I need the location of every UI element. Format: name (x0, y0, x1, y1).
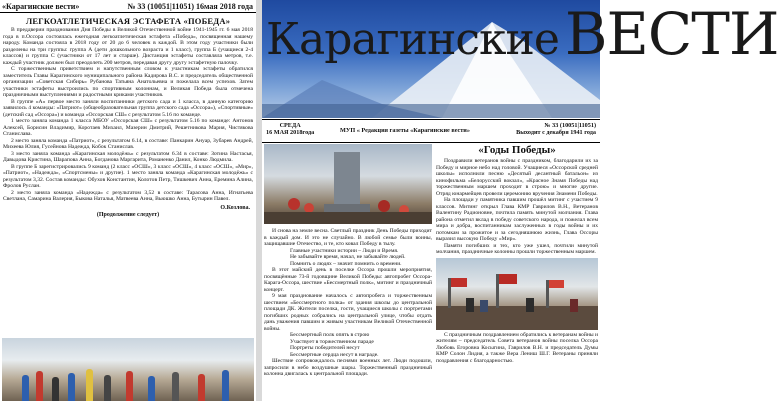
middle-paragraph: Главные участники истории – Люди и Время. (290, 247, 399, 254)
issue-day: СРЕДА (279, 122, 301, 129)
article-paragraph: С торжественным приветствием и напутственным словом к участникам эстафеты обратился заместитель Главы Карагинского муниципального района Кадирова В.С. и председатель общественной организации «Советская Сибирь» Рубанова Татьяна Анатольевна и пожелала всем успехов. Затем участники эстафеты выстроились по спортивным колоннам, и Великая Победа была отмечена праздничными выступлениями и радостными криками участников. (3, 66, 253, 98)
middle-paragraph: Не забывайте время, начал, не забывайте людей. (290, 254, 406, 260)
publisher-name: МУП « Редакция газеты «Карагинские вести» (340, 127, 470, 134)
article-title: ЛЕГКОАТЛЕТИЧЕСКАЯ ЭСТАФЕТА «ПОБЕДА» (25, 16, 231, 26)
parade-photo (436, 258, 598, 330)
article-signature: О.Козлова. (220, 204, 250, 211)
article-paragraph: 1 место заняла команда 1 класса МБОУ «Оссорская СШ» с результатом 5.16 по команде: Антонов Алексей, Борисин Владимир, Коротаев Михаил, Мазерин Дмитрий, Решетникова Мария, Чистякова Станислава. (3, 118, 253, 137)
right-paragraph: Памяти погибших и тех, кто уже ушел, почтили минутой молчания, праздничные колонны прошли торжественным маршем. (436, 242, 598, 255)
article-body (0, 27, 256, 203)
article-paragraph: В группе Б зарегистрировались 9 команд (2 класс «ОСШ», 3 класс «ОСШ», 4 класс «ОСШ», «Мир», «Патриот», «Надежда», «Спортсмены» и другие). 1 место заняла команда «Карагинская молодёжь» с результатом 3,32. Состав команды: Обухов Константин, Колотов Петр, Тишкевич Анна, Еремина Алина, Фролов Руслан. (3, 163, 253, 189)
issue-info-bar (262, 119, 600, 143)
issue-date: 16 МАЯ 2018года (266, 129, 315, 136)
issue-date-block (266, 122, 314, 136)
masthead-title-part1: Карагинские (266, 14, 559, 65)
article-paragraph: 3 место заняла команда «Карагинская молодёжь» с результатом 6.34 в составе: Зотина Настасья, Давыдова Кристина, Шарапова Анна, Богданова Маргарита, Романенко Данил, Конко Людмила. (3, 150, 253, 163)
masthead (262, 0, 779, 118)
right-article-title: «Годы Победы» (478, 144, 556, 156)
middle-paragraph: Шествие сопровождалось песнями военных лет. Люди подошли, запросили в небо воздушные шары. Торжественный праздничный колонна двигалась к центральной площади. (264, 358, 432, 377)
middle-paragraph: Бессмертные сердца несут в награде. (290, 351, 379, 358)
right-newspaper-page (262, 0, 779, 401)
middle-paragraph: Портреты победителей несут (290, 345, 360, 351)
article-paragraph: 2 место заняла команда «Надежда» с результатом 3,52 в составе: Тарасова Анна, Игнатьева Светлана, Самарина Валерия, Быкова Наталья, Матвеева Анна, Вьюшко Анна, Бутырин Павел. (3, 189, 253, 202)
continuation-note: (Продолжение следует) (96, 211, 160, 218)
left-page-header (0, 0, 256, 13)
middle-paragraph: 9 мая празднование началось с автопробега и торжественным шествием «Бессмертного полка» от здания школы до центральной площади ДК. Жители поселка, гости, учащиеся школы с портретами погибших родных собрались на центральной улице, чтобы отдать дань уважения павшим и живым участникам Великой Отечественной войны. (264, 293, 432, 332)
right-article-column (436, 144, 598, 364)
issue-number-block (516, 122, 596, 136)
left-header-paper-name: «Карагинские вести» (2, 2, 80, 11)
middle-paragraph: В этот майский день в поселке Оссора прошли мероприятия, посвящённые 73-й годовщине Великой Победы: автопробег Оссора-Карага-Оссора, шествие «Бессмертный полк», митинг и праздничный концерт. (264, 267, 432, 293)
middle-paragraph: Бессмертный полк опять в строю (290, 332, 370, 338)
relay-race-photo (2, 338, 254, 401)
middle-paragraph: Помнить о людях – значит помнить о времени. (290, 260, 402, 267)
parade-scene (436, 258, 598, 330)
memorial-photo (264, 144, 432, 224)
issue-number: № 33 (10051|11051) (544, 122, 596, 129)
memorial-scene (264, 144, 432, 224)
article-paragraph: В преддверии празднования Дня Победы в Великой Отечественной войне 1941-1945 гг. 6 мая 2018 года в п.Оссора состоялась ежегодная легкоатлетическая эстафета «Победа», посвященная нашему народу. Команда состояла в 2018 году от 20 до 6 человек в каждой. В этом году участники были разделены на три группы: группа А (дети дошкольного возраста и 1 класс), группа Б (учащиеся 2-4 классов) и группа С (участники от 17 лет и старше). Дистанция эстафеты составляла метров, т.е. каждый участник должен был преодолеть 200 метров, передавая другу другу эстафетную палочку. (3, 27, 253, 66)
middle-paragraph: Участвует в торжественном параде (290, 338, 374, 345)
right-paragraph: С праздничным поздравлением обратились к ветеранам войны и жителям – председатель Совета ветеранов войны поселка Оссора Любовь Егоровна Косыгина, Гаврилов В.Н. и председатель Думы КМР Солон Лидия, а также Вера Лениш Ш.Г. Ветераны приняли поздравления с благодарностью. (436, 331, 598, 364)
left-newspaper-page (0, 0, 257, 401)
right-article-body-bottom (436, 332, 598, 365)
middle-paragraph: И снова на земле весна. Светлый праздник День Победы приходит в каждый дом. И это не случайно. В любой семье были воины, защищавшие Отечество, и те, кто ковал Победу в тылу. (264, 228, 432, 247)
masthead-title-part2: ВЕСТИ (564, 0, 779, 68)
published-since: Выходит с декабря 1941 года (516, 129, 596, 136)
right-article-body-top (436, 158, 598, 256)
left-header-issue: № 33 (10051|11051) 16мая 2018 года (127, 2, 253, 11)
article-paragraph: В группе «А» первое место заняли воспитанники детского сада и 1 класса, в данную категорию заявилось 4 команды: «Патриот» (общеобразовательная группа детского сада «Оссора»), «Спортивные» (детский сад «Оссора») и команда «Оссорская СШ» с результатом 5.16 по команде. (3, 98, 253, 118)
right-paragraph: На площади у памятника павшим прошёл митинг с участием 9 классов. Митинг открыл Глава КМР Гаврилов В.Н., Ветеранов Валентину Радионовне, почтила память минутой молчания. Глава района отметил вклад в победу советского народа, и пожелал всем мира и добра, воспитанникам заслуженных в годы войны и их потомкам за прожитое и за сегодняшнюю жизнь, Глава Оссоры выразил высокую Победу «Мир». (436, 197, 598, 242)
masthead-title (266, 0, 779, 68)
middle-article-column (264, 228, 432, 378)
right-paragraph: Поздравили ветеранов войны с праздником, благодарили их за Победу и мирное небо над головой. Учащиеся «Оссорской средней школы» исполнили песню «Десятый десантный батальон» из кинофильма «Белорусский вокзал», «Красное Знамя Победы над торжественным маршем проходит в строю» и многие другие. Отряд юнармейцев провели церемонию вручения Знамени Победы. (436, 158, 598, 197)
article-paragraph: 2 место заняла команда «Патриот», с результатом 6.14, в составе: Панкарин Ануар, Зубарев Андрей, Михеева Юлия, Гусейнова Надежда, Кобок Станислав. (3, 137, 253, 150)
